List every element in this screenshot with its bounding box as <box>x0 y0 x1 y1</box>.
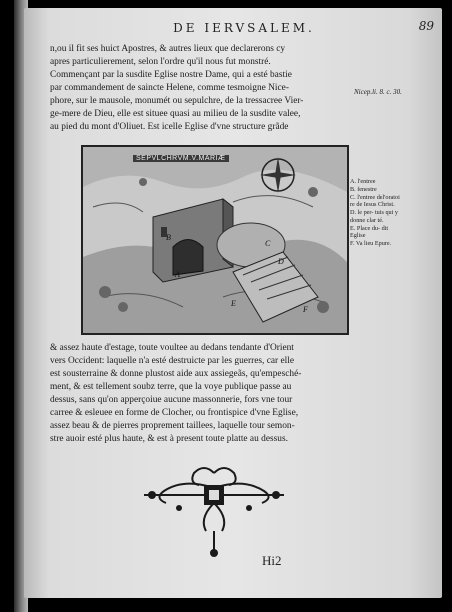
plate-letter: D <box>278 257 284 266</box>
legend-entry: D. le per- tuis qui y donne clar té. <box>350 209 398 224</box>
tailpiece-ornament <box>144 463 284 558</box>
margin-note: Nicep.li. 8. c. 30. <box>354 88 402 96</box>
text-line: par commandement de saincte Helene, comme tesmoigne Nice- <box>50 83 289 93</box>
text-line: vers Occident: laquelle n'a esté destruicte par les guerres, car elle <box>50 356 295 366</box>
plate-letter: F <box>303 305 308 314</box>
plate-letter: E <box>231 299 236 308</box>
running-head: DE IERVSALEM. <box>173 21 315 35</box>
text-line: apres particulierement, selon l'ordre qu'il nous fut monstré. <box>50 57 271 67</box>
text-block-top <box>50 43 368 134</box>
legend-entry: C. l'entree del'oratoi re de Iesus Christ. <box>350 194 400 209</box>
figure-legend <box>350 178 400 248</box>
legend-entry: B. fenestre <box>350 186 377 193</box>
text-line: assez beau & de pierres proprement taillees, laquelle tour semon- <box>50 421 295 431</box>
plate-letter: A <box>175 270 180 279</box>
text-line: stre auoir esté plus haute, & est à present toute platte au dessus. <box>50 434 288 444</box>
text-line: phore, sur le mausole, monumét ou sepulchre, de la tressacree Vier- <box>50 96 304 106</box>
book-page <box>24 8 442 598</box>
text-line: & assez haute d'estage, toute voultee au dedans tendante d'Orient <box>50 343 294 353</box>
plate-letter: C <box>265 239 271 248</box>
text-line: carree & esleuee en forme de Clocher, ou frontispice d'vne Eglise, <box>50 408 299 418</box>
signature-mark: Hi2 <box>262 553 282 568</box>
plate-letter: B <box>166 233 171 242</box>
legend-entry: A. l'entree <box>350 178 376 185</box>
text-line: au pied du mont d'Oliuet. Est icelle Eglise d'vne structure grãde <box>50 122 289 132</box>
text-line: Commençant par la susdite Eglise nostre Dame, qui a esté bastie <box>50 70 292 80</box>
text-line: ge-mere de Dieu, elle est situee quasi au milieu de la susdite valee, <box>50 109 301 119</box>
text-line: n,ou il fit ses huict Apostres, & autres lieux que declarerons cy <box>50 44 286 54</box>
text-line: ment, & est tellement soubz terre, que la voye publique passe au <box>50 382 292 392</box>
text-line: dessus, sans qu'on apperçoiue aucune massonnerie, fors vne tour <box>50 395 293 405</box>
legend-entry: F. Va lieu Epure. <box>350 240 392 248</box>
legend-entry: E. Place du- dit Eglise <box>350 224 389 240</box>
folio-number: 89 <box>418 19 434 33</box>
text-block-bottom <box>50 342 368 446</box>
text-line: est sousterraine & donne plustost aide aux assiegeãs, qu'empesché- <box>50 369 302 379</box>
engraving-figure <box>81 145 349 335</box>
engraving-banner: SEPVLCHRVM.V.MARIÆ <box>133 155 229 162</box>
